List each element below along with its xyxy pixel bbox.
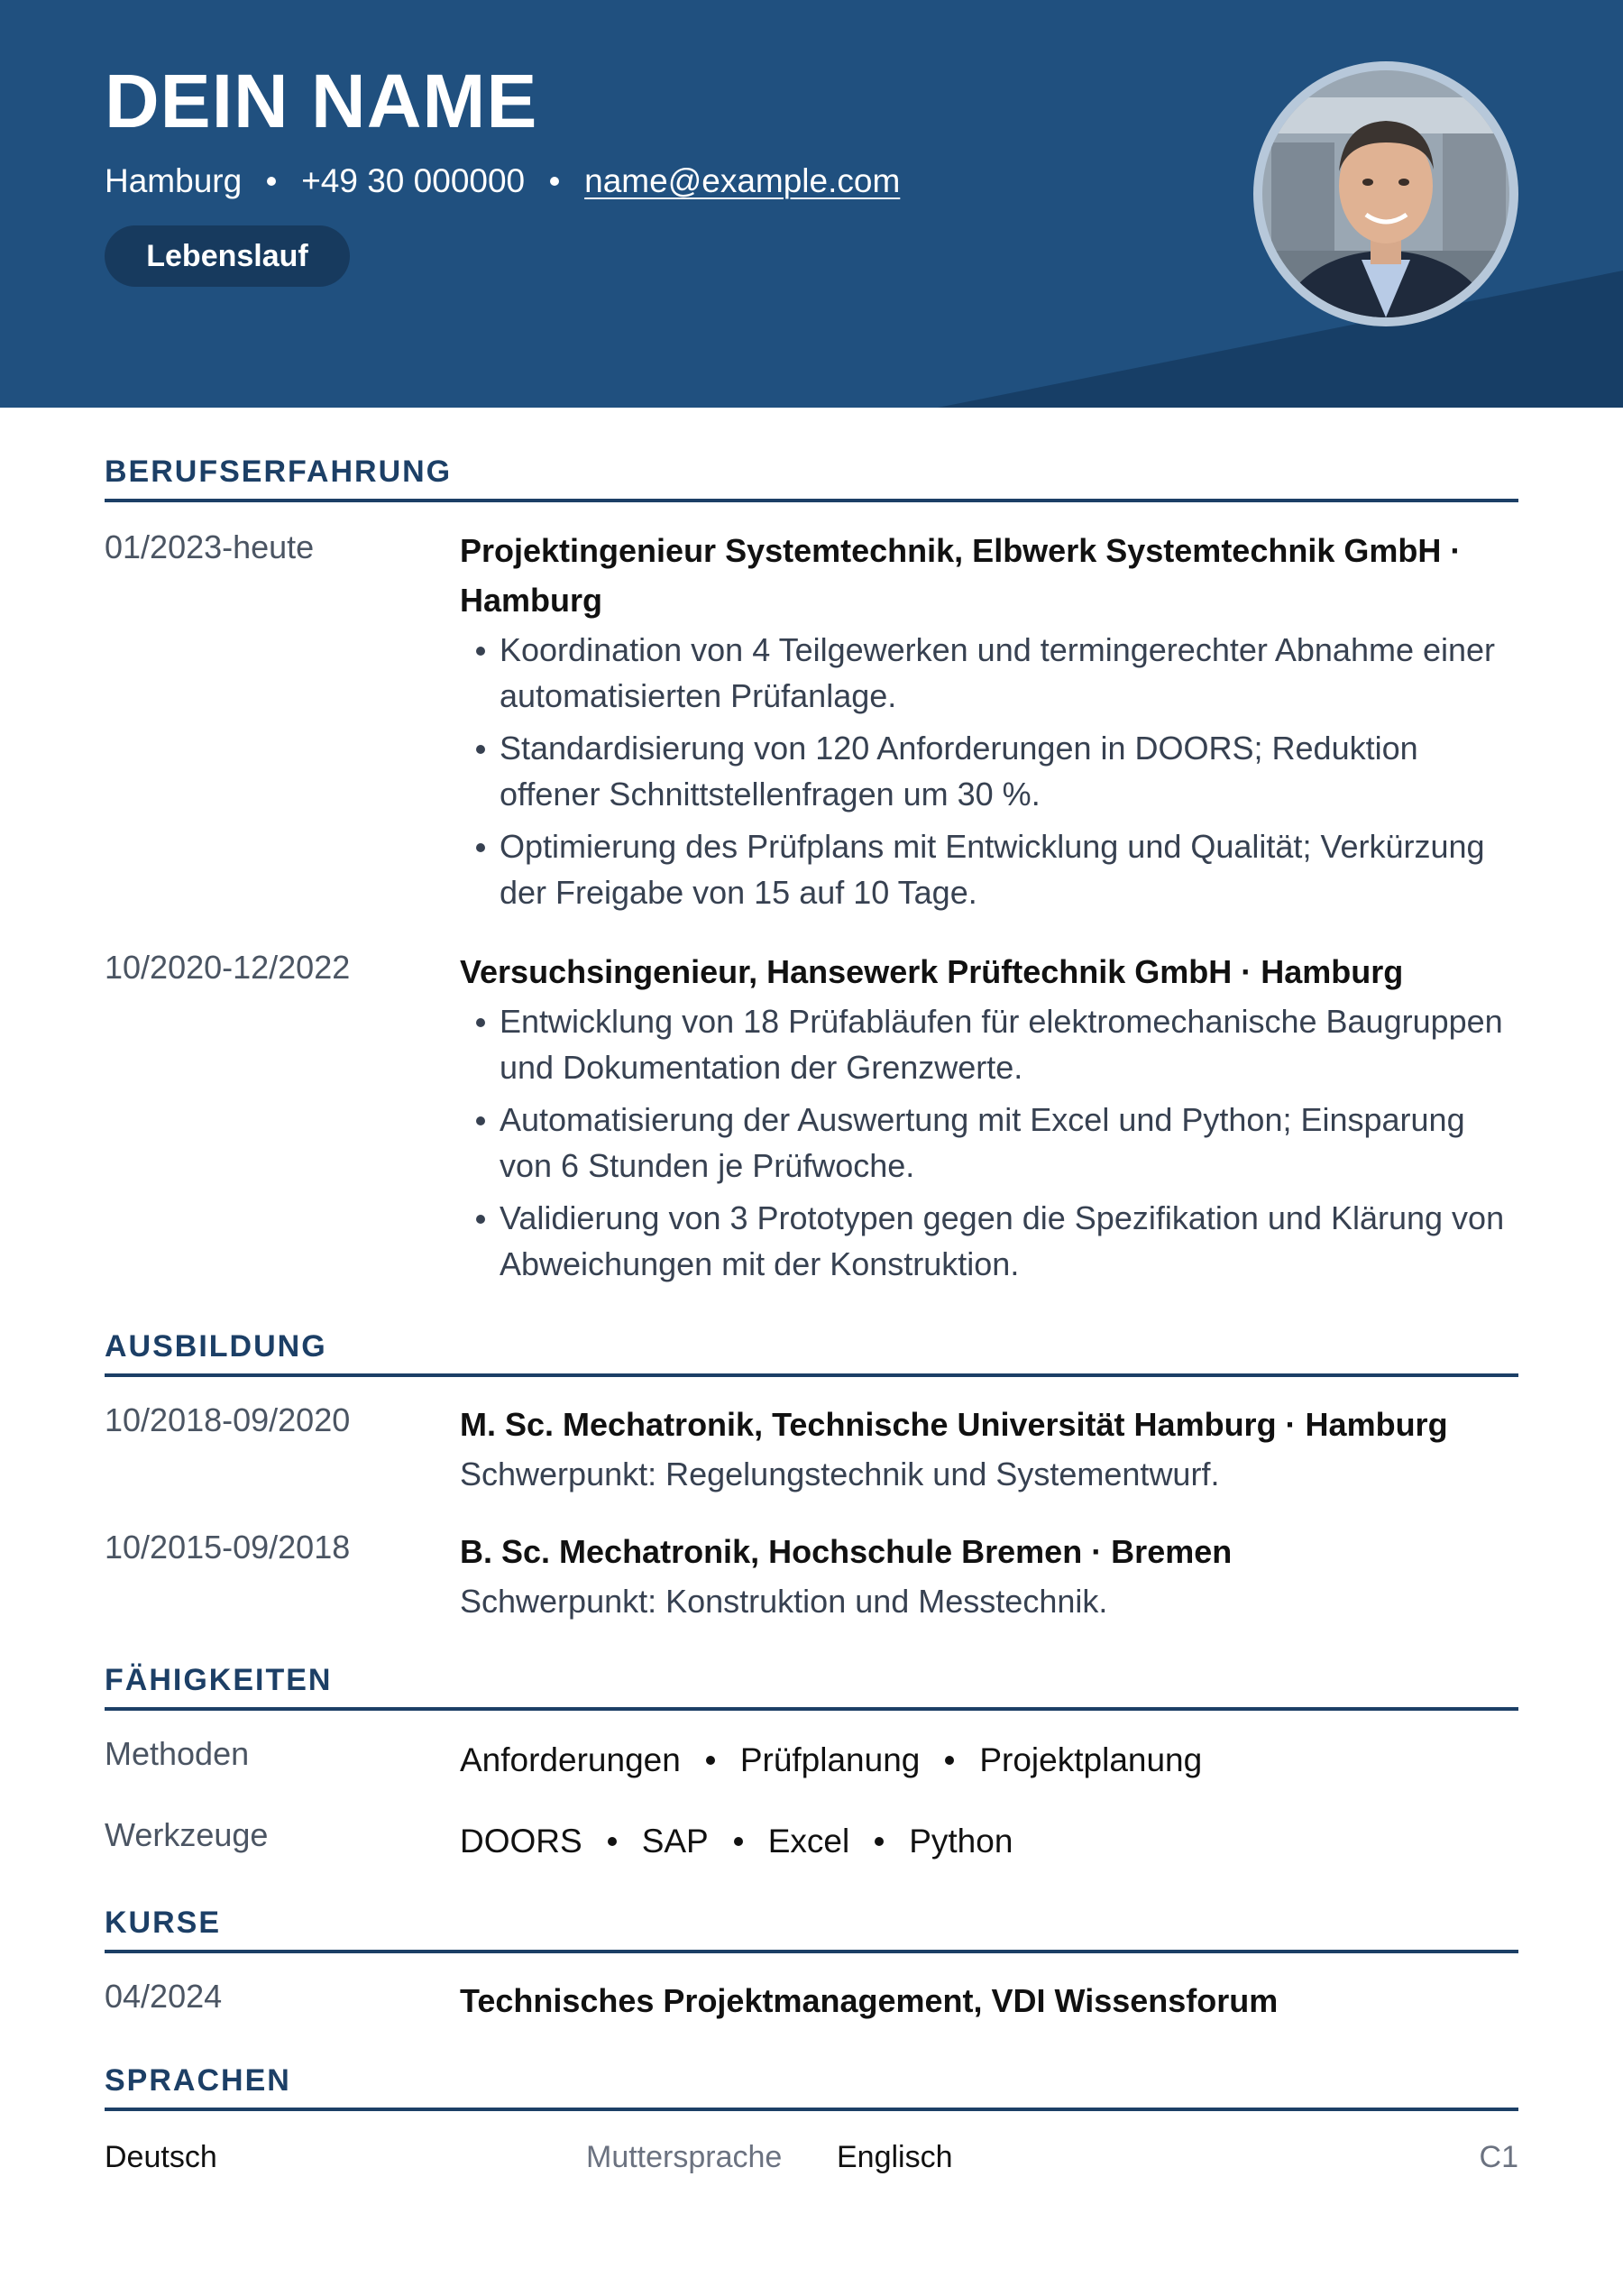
- separator-dot: [267, 177, 276, 186]
- job-entry: [460, 526, 1524, 922]
- section-title-skills: FÄHIGKEITEN: [105, 1663, 333, 1697]
- language-level: Muttersprache: [586, 2140, 783, 2174]
- separator-dot: [706, 1756, 715, 1765]
- profile-photo: [1262, 70, 1509, 317]
- course-entry: [460, 1976, 1524, 2025]
- separator-dot: [875, 1837, 884, 1846]
- course-name: Technisches Projektmanagement, VDI Wissensforum: [460, 1982, 1279, 2019]
- section-title-education: AUSBILDUNG: [105, 1329, 327, 1364]
- skill-item: SAP: [641, 1823, 709, 1860]
- section-divider: [105, 1950, 1518, 1953]
- separator-dot: [734, 1837, 743, 1846]
- section-title-courses: KURSE: [105, 1906, 222, 1940]
- section-divider: [105, 1707, 1518, 1711]
- profile-photo-frame: [1253, 61, 1518, 326]
- language-name: Englisch: [837, 2140, 953, 2174]
- job-title: [460, 526, 1524, 625]
- skill-list: [460, 1735, 1202, 1786]
- skill-category-label: Methoden: [105, 1735, 250, 1772]
- job-title: Versuchsingenieur, Hansewerk Prüftechnik GmbH · Hamburg: [460, 953, 1404, 990]
- contact-email-link[interactable]: name@example.com: [584, 162, 901, 199]
- job-date: 10/2020-12/2022: [105, 949, 351, 986]
- skill-item: Anforderungen: [460, 1741, 681, 1778]
- separator-dot: [608, 1837, 617, 1846]
- bullet-item: Automatisierung der Auswertung mit Excel und Python; Einsparung von 6 Stunden je Prüfwoche.: [460, 1097, 1524, 1189]
- skill-item: Excel: [767, 1823, 850, 1860]
- bullet-item: Optimierung des Prüfplans mit Entwicklung und Qualität; Verkürzung der Freigabe von 15 auf 10 Tage.: [460, 823, 1524, 915]
- skill-list: [460, 1816, 1013, 1867]
- job-entry: [460, 947, 1524, 1293]
- header-banner: [0, 0, 1623, 408]
- skill-item: DOORS: [460, 1823, 582, 1860]
- education-entry: [460, 1527, 1524, 1626]
- course-date: 04/2024: [105, 1978, 223, 2015]
- skill-item: Prüfplanung: [739, 1741, 921, 1778]
- education-entry: [460, 1400, 1524, 1499]
- section-divider: [105, 499, 1518, 502]
- education-degree: M. Sc. Mechatronik, Technische Universität Hamburg · Hamburg: [460, 1406, 1448, 1443]
- job-date: 01/2023-heute: [105, 528, 315, 565]
- language-level: C1: [1479, 2140, 1518, 2174]
- candidate-name: DEIN NAME: [105, 59, 538, 143]
- skill-item: Projektplanung: [979, 1741, 1203, 1778]
- separator-dot: [550, 177, 559, 186]
- contact-city: Hamburg: [105, 162, 243, 199]
- job-bullets: [460, 627, 1524, 915]
- education-date: 10/2018-09/2020: [105, 1401, 351, 1438]
- job-title-line: Hamburg: [460, 582, 603, 619]
- contact-line: [105, 159, 900, 204]
- separator-dot: [945, 1756, 954, 1765]
- skill-item: Python: [909, 1823, 1013, 1860]
- section-divider: [105, 2108, 1518, 2111]
- language-name: Deutsch: [105, 2140, 217, 2174]
- education-focus: Schwerpunkt: Konstruktion und Messtechnik.: [460, 1583, 1108, 1620]
- section-divider: [105, 1373, 1518, 1377]
- bullet-item: Koordination von 4 Teilgewerken und termingerechter Abnahme einer automatisierten Prüfanlage.: [460, 627, 1524, 719]
- section-title-experience: BERUFSERFAHRUNG: [105, 455, 453, 489]
- section-title-languages: SPRACHEN: [105, 2063, 291, 2098]
- education-focus: Schwerpunkt: Regelungstechnik und Systementwurf.: [460, 1456, 1220, 1492]
- document-type-badge: Lebenslauf: [105, 225, 350, 287]
- education-date: 10/2015-09/2018: [105, 1529, 351, 1566]
- bullet-item: Entwicklung von 18 Prüfabläufen für elektromechanische Baugruppen und Dokumentation der Grenzwerte.: [460, 998, 1524, 1090]
- education-degree: B. Sc. Mechatronik, Hochschule Bremen · Bremen: [460, 1533, 1233, 1570]
- job-title-line: Projektingenieur Systemtechnik, Elbwerk Systemtechnik GmbH ·: [460, 532, 1462, 569]
- job-bullets: [460, 998, 1524, 1287]
- skill-category-label: Werkzeuge: [105, 1816, 269, 1853]
- bullet-item: Validierung von 3 Prototypen gegen die Spezifikation und Klärung von Abweichungen mit der Konstruktion.: [460, 1195, 1524, 1287]
- bullet-item: Standardisierung von 120 Anforderungen in DOORS; Reduktion offener Schnittstellenfragen um 30 %.: [460, 725, 1524, 817]
- contact-phone: +49 30 000000: [301, 162, 526, 199]
